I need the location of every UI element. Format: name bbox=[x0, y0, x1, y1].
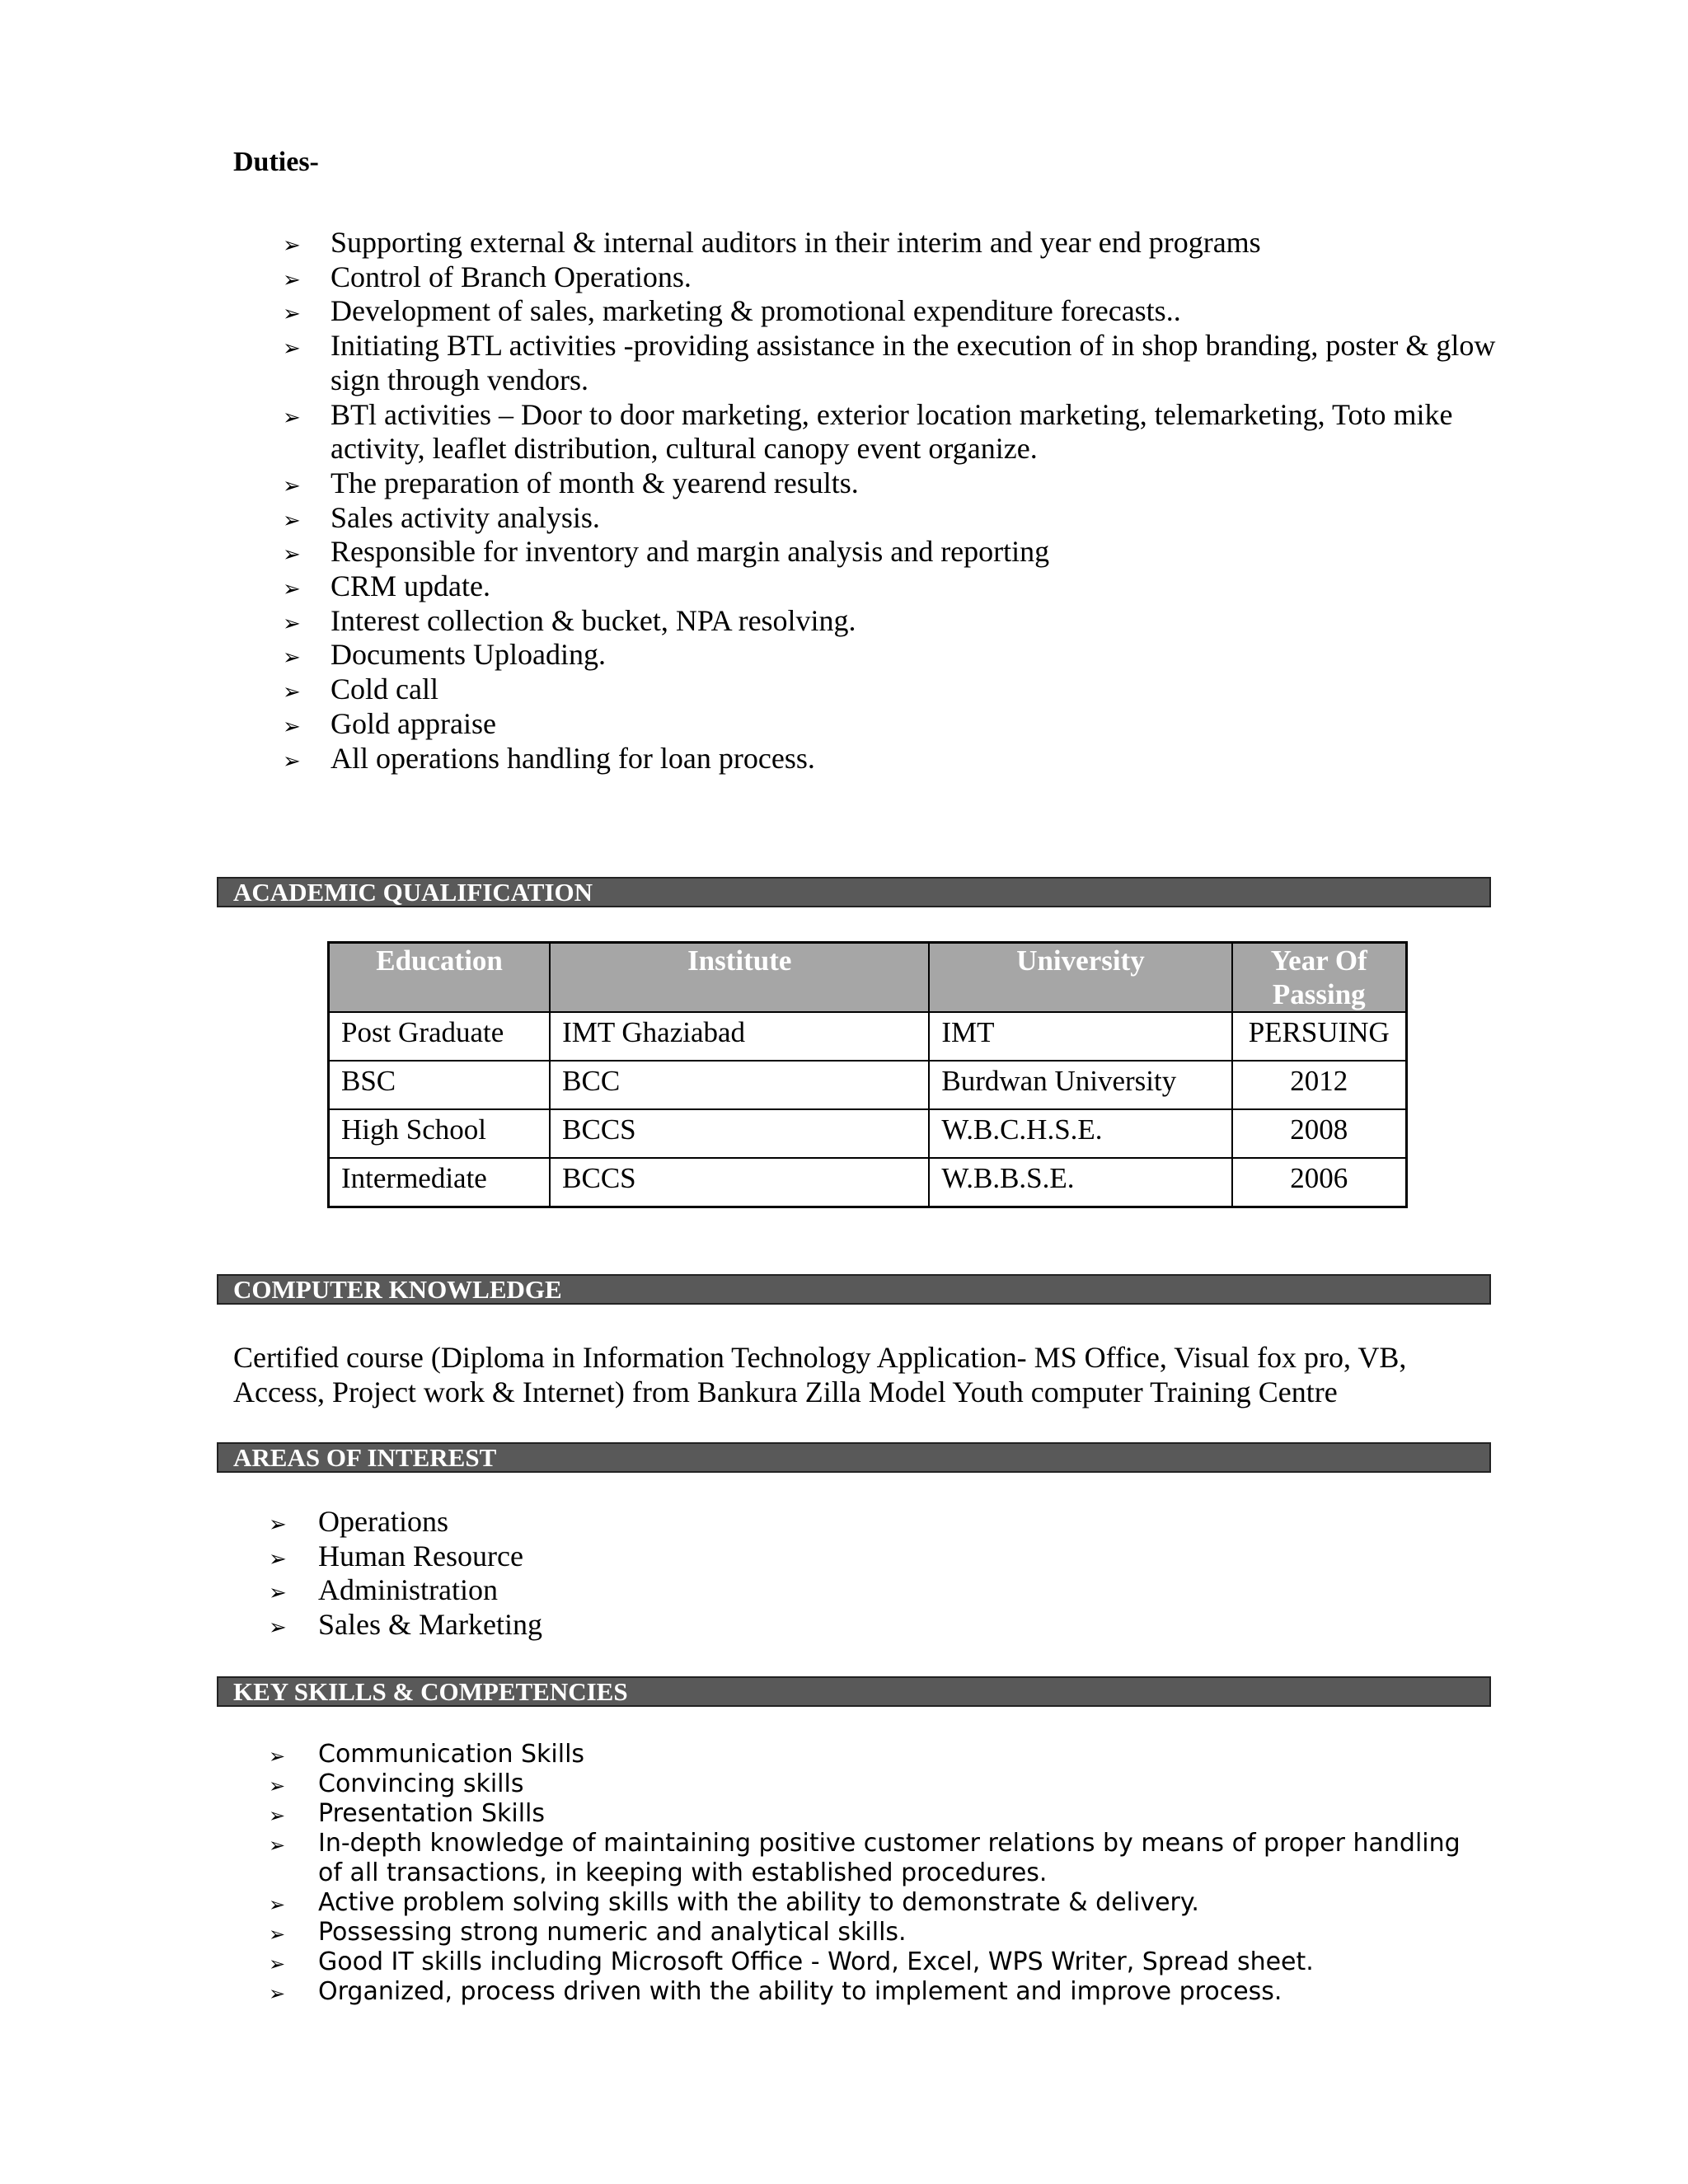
table-cell: 2012 bbox=[1232, 1061, 1407, 1109]
list-item-text: Cold call bbox=[331, 673, 438, 706]
table-row bbox=[329, 1012, 1407, 1061]
arrowhead-bullet-icon: ➢ bbox=[269, 1893, 286, 1916]
arrowhead-bullet-icon: ➢ bbox=[269, 1804, 286, 1827]
list-item-text: Interest collection & bucket, NPA resolving. bbox=[331, 603, 856, 637]
arrowhead-bullet-icon: ➢ bbox=[283, 542, 301, 568]
list-item bbox=[283, 397, 1501, 466]
list-item bbox=[283, 638, 1501, 673]
arrowhead-bullet-icon: ➢ bbox=[269, 1512, 287, 1537]
list-item-text: Control of Branch Operations. bbox=[331, 260, 692, 293]
list-item-text: All operations handling for loan process. bbox=[331, 741, 815, 775]
table-cell: W.B.C.H.S.E. bbox=[929, 1109, 1231, 1158]
table-cell: W.B.B.S.E. bbox=[929, 1158, 1231, 1207]
list-item bbox=[283, 706, 1501, 742]
arrowhead-bullet-icon: ➢ bbox=[269, 1774, 286, 1797]
arrowhead-bullet-icon: ➢ bbox=[283, 302, 301, 327]
list-item bbox=[269, 1947, 1489, 1977]
list-item-text: Good IT skills including Microsoft Office - Word, Excel, WPS Writer, Spread sheet. bbox=[318, 1947, 1314, 1976]
list-item-text: Organized, process driven with the ability to implement and improve process. bbox=[318, 1977, 1282, 2006]
list-item-text: Convincing skills bbox=[318, 1769, 524, 1798]
arrowhead-bullet-icon: ➢ bbox=[269, 1834, 286, 1857]
computer-knowledge-text: Certified course (Diploma in Information Technology Application- MS Office, Visual fox pro, VB, Access, Project work & Internet) from Bankura Zilla Model Youth computer Training Centre bbox=[233, 1341, 1407, 1408]
table-cell: Intermediate bbox=[329, 1158, 551, 1207]
list-item bbox=[269, 1740, 1489, 1769]
interest-list bbox=[269, 1505, 542, 1643]
list-item bbox=[269, 1829, 1489, 1888]
list-item bbox=[283, 466, 1501, 501]
list-item-text: In-depth knowledge of maintaining positive customer relations by means of proper handling of all transactions, in keeping with established procedures. bbox=[318, 1829, 1461, 1887]
list-item-text: Sales & Marketing bbox=[318, 1608, 542, 1642]
arrowhead-bullet-icon: ➢ bbox=[269, 1982, 286, 2005]
arrowhead-bullet-icon: ➢ bbox=[283, 611, 301, 636]
column-header-institute: Institute bbox=[550, 943, 929, 1013]
arrowhead-bullet-icon: ➢ bbox=[269, 1581, 287, 1606]
table-cell: BSC bbox=[329, 1061, 551, 1109]
list-item-text: Sales activity analysis. bbox=[331, 500, 600, 534]
section-header-computer: COMPUTER KNOWLEDGE bbox=[217, 1274, 1491, 1305]
table-cell: High School bbox=[329, 1109, 551, 1158]
arrowhead-bullet-icon: ➢ bbox=[269, 1923, 286, 1946]
table-cell: BCC bbox=[550, 1061, 929, 1109]
list-item bbox=[269, 1608, 542, 1643]
section-header-academic: ACADEMIC QUALIFICATION bbox=[217, 877, 1491, 907]
table-cell: IMT bbox=[929, 1012, 1231, 1061]
arrowhead-bullet-icon: ➢ bbox=[283, 577, 301, 602]
column-header-year: Year Of Passing bbox=[1232, 943, 1407, 1013]
list-item-text: CRM update. bbox=[331, 569, 490, 603]
list-item-text: Supporting external & internal auditors in their interim and year end programs bbox=[331, 226, 1261, 259]
table-header-row bbox=[329, 943, 1407, 1013]
arrowhead-bullet-icon: ➢ bbox=[283, 336, 301, 362]
list-item-text: Human Resource bbox=[318, 1539, 523, 1572]
list-item-text: Active problem solving skills with the ability to demonstrate & delivery. bbox=[318, 1888, 1199, 1917]
arrowhead-bullet-icon: ➢ bbox=[269, 1745, 286, 1768]
table-cell: PERSUING bbox=[1232, 1012, 1407, 1061]
list-item-text: Administration bbox=[318, 1573, 498, 1607]
list-item bbox=[269, 1573, 542, 1608]
arrowhead-bullet-icon: ➢ bbox=[269, 1952, 286, 1975]
table-row bbox=[329, 1158, 1407, 1207]
table-cell: 2008 bbox=[1232, 1109, 1407, 1158]
list-item bbox=[283, 741, 1501, 776]
table-cell: 2006 bbox=[1232, 1158, 1407, 1207]
list-item-text: Development of sales, marketing & promotional expenditure forecasts.. bbox=[331, 294, 1181, 328]
list-item bbox=[283, 603, 1501, 639]
list-item-text: Communication Skills bbox=[318, 1740, 585, 1769]
list-item bbox=[283, 294, 1501, 329]
list-item-text: The preparation of month & yearend results. bbox=[331, 466, 859, 499]
list-item-text: Documents Uploading. bbox=[331, 638, 606, 672]
arrowhead-bullet-icon: ➢ bbox=[283, 680, 301, 705]
table-cell: IMT Ghaziabad bbox=[550, 1012, 929, 1061]
arrowhead-bullet-icon: ➢ bbox=[283, 233, 301, 258]
section-header-skills: KEY SKILLS & COMPETENCIES bbox=[217, 1676, 1491, 1707]
list-item bbox=[269, 1977, 1489, 2007]
list-item bbox=[283, 535, 1501, 569]
list-item-text: BTl activities – Door to door marketing, exterior location marketing, telemarketing, Toto mike activity, leaflet distribution, cultural canopy event organize. bbox=[331, 397, 1453, 466]
list-item bbox=[269, 1799, 1489, 1829]
list-item bbox=[269, 1888, 1489, 1918]
skills-list bbox=[269, 1740, 1489, 2007]
section-header-interest: AREAS OF INTEREST bbox=[217, 1442, 1491, 1473]
arrowhead-bullet-icon: ➢ bbox=[283, 508, 301, 533]
list-item-text: Responsible for inventory and margin analysis and reporting bbox=[331, 535, 1050, 569]
arrowhead-bullet-icon: ➢ bbox=[283, 405, 301, 430]
list-item bbox=[283, 226, 1501, 260]
list-item-text: Gold appraise bbox=[331, 706, 496, 740]
list-item bbox=[269, 1505, 542, 1540]
duties-list bbox=[283, 226, 1501, 776]
education-table bbox=[327, 941, 1408, 1208]
list-item bbox=[283, 260, 1501, 295]
table-cell: BCCS bbox=[550, 1158, 929, 1207]
list-item bbox=[269, 1918, 1489, 1947]
arrowhead-bullet-icon: ➢ bbox=[269, 1546, 287, 1572]
table-cell: BCCS bbox=[550, 1109, 929, 1158]
column-header-education: Education bbox=[329, 943, 551, 1013]
column-header-university: University bbox=[929, 943, 1231, 1013]
list-item bbox=[283, 673, 1501, 707]
list-item-text: Operations bbox=[318, 1505, 448, 1538]
arrowhead-bullet-icon: ➢ bbox=[269, 1615, 287, 1641]
list-item bbox=[283, 569, 1501, 604]
arrowhead-bullet-icon: ➢ bbox=[283, 473, 301, 499]
list-item-text: Presentation Skills bbox=[318, 1799, 545, 1828]
list-item bbox=[283, 329, 1501, 397]
list-item bbox=[269, 1539, 542, 1574]
table-cell: Post Graduate bbox=[329, 1012, 551, 1061]
table-row bbox=[329, 1109, 1407, 1158]
list-item-text: Possessing strong numeric and analytical skills. bbox=[318, 1918, 907, 1947]
duties-heading: Duties- bbox=[233, 147, 319, 177]
arrowhead-bullet-icon: ➢ bbox=[283, 645, 301, 671]
table-cell: Burdwan University bbox=[929, 1061, 1231, 1109]
table-row bbox=[329, 1061, 1407, 1109]
arrowhead-bullet-icon: ➢ bbox=[283, 748, 301, 774]
arrowhead-bullet-icon: ➢ bbox=[283, 267, 301, 293]
list-item-text: Initiating BTL activities -providing assistance in the execution of in shop branding, poster & glow sign through vendors. bbox=[331, 329, 1496, 396]
list-item bbox=[283, 500, 1501, 536]
arrowhead-bullet-icon: ➢ bbox=[283, 714, 301, 739]
list-item bbox=[269, 1769, 1489, 1799]
